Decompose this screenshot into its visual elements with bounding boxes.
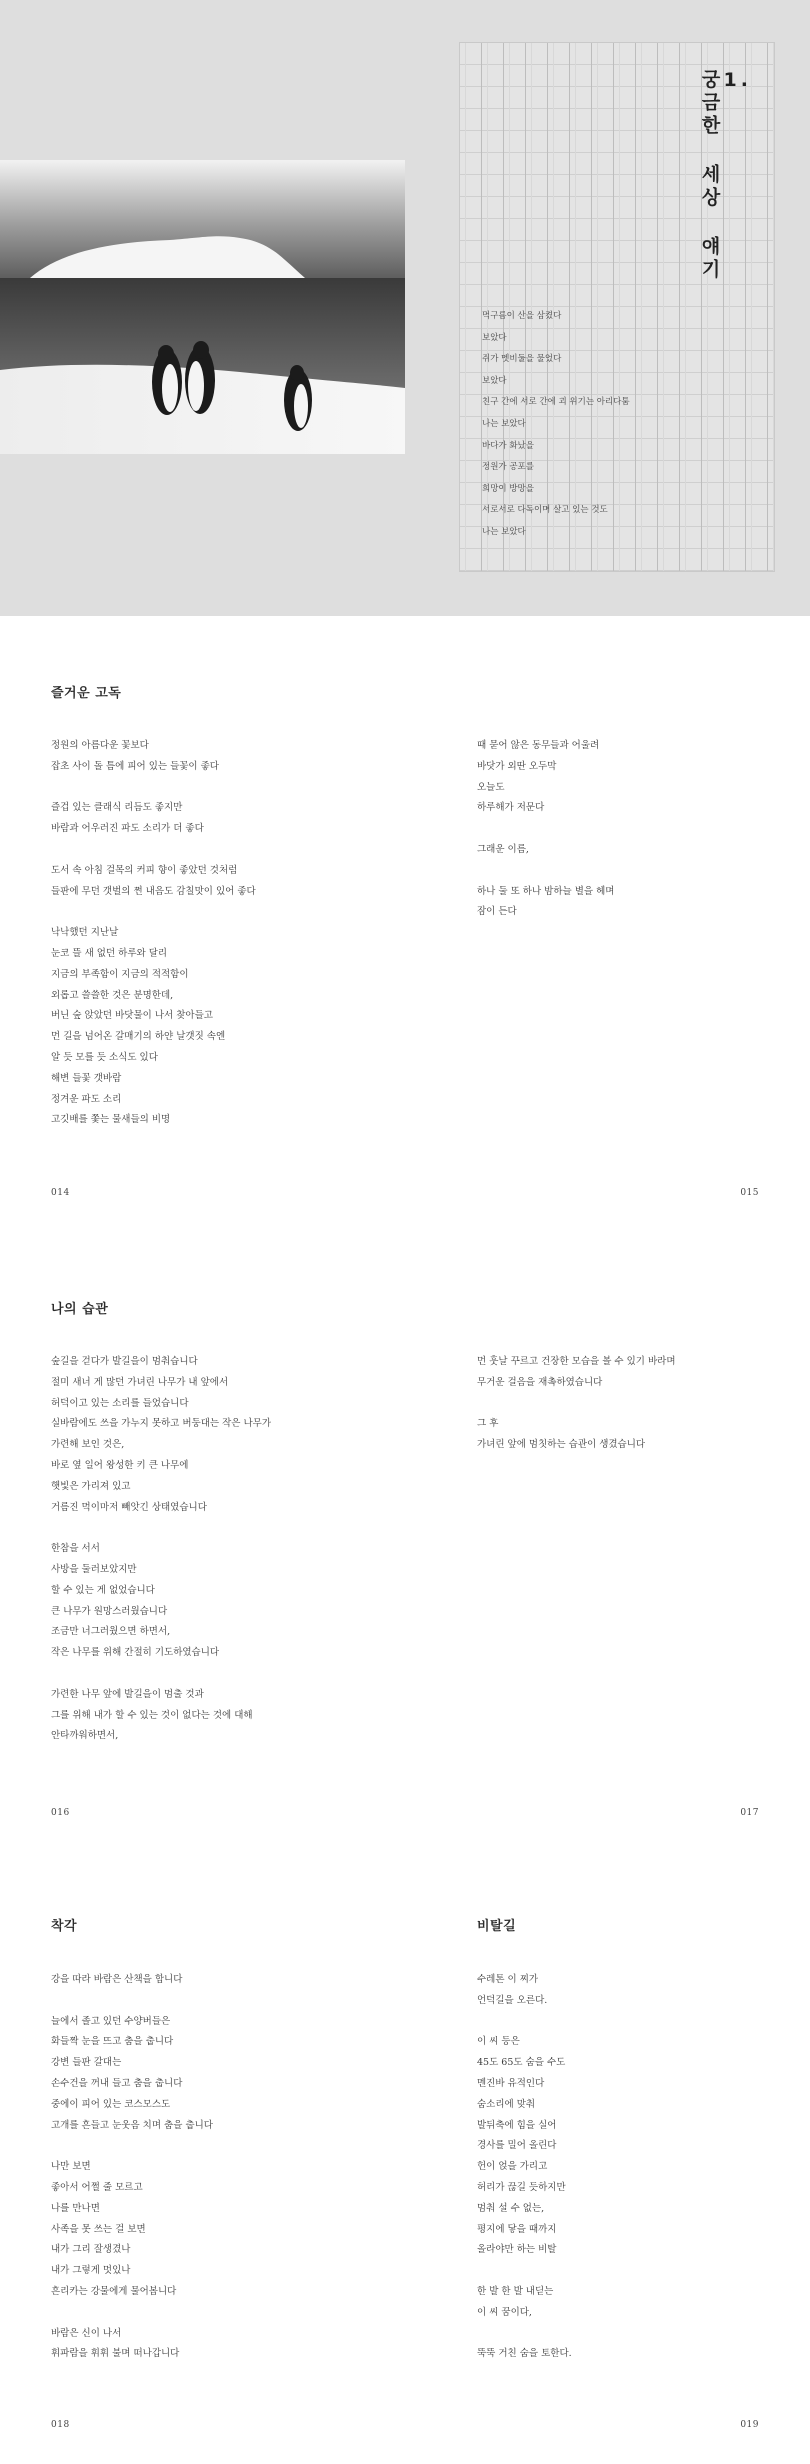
poem-line: 언덕길을 오른다. xyxy=(477,1994,548,2006)
poem-line: 뚝뚝 거친 숨을 토한다. xyxy=(477,2348,572,2360)
poem-line: 때 묻어 않은 동무들과 어울려 xyxy=(477,740,600,751)
poem-line: 멘진바 유적인다 xyxy=(477,2077,545,2089)
poem-line: 그래운 이름, xyxy=(477,843,529,855)
poem-line: 고개를 흔들고 눈웃음 치며 춤을 춥니다 xyxy=(51,2119,213,2131)
poem-line: 절미 새너 게 많던 가녀린 나무가 내 앞에서 xyxy=(51,1376,229,1388)
poem-line: 이 씨 등은 xyxy=(477,2036,520,2048)
poem-line: 먼 훗날 꾸르고 건장한 모습을 볼 수 있기 바라며 xyxy=(477,1356,676,1367)
poem-body-right xyxy=(477,1352,676,1456)
poem-line: 희망이 방망을 xyxy=(482,483,534,494)
poem-line: 정원의 아름다운 꽃보다 xyxy=(51,740,149,751)
poem-body-right xyxy=(477,1970,572,2365)
poem-line: 하루해가 저문다 xyxy=(477,802,545,814)
poem-line: 서로서로 다독이며 살고 있는 것도 xyxy=(482,505,608,516)
poem-line: 강변 들판 갈대는 xyxy=(51,2057,122,2069)
poem-line: 멈춰 설 수 없는, xyxy=(477,2202,545,2214)
poem-line: 가녀린 앞에 멈칫하는 습관이 생겼습니다 xyxy=(477,1439,646,1451)
manuscript-paper xyxy=(459,42,775,572)
poem-line: 45도 65도 숨을 수도 xyxy=(477,2057,566,2069)
poem-line: 쥐가 멧비둘을 물었다 xyxy=(482,354,562,365)
poem-line: 가련한 나무 앞에 발길을이 멈출 것과 xyxy=(51,1688,204,1700)
poem-line: 늘에서 졸고 있던 수양버들은 xyxy=(51,2015,171,2027)
stanza-break xyxy=(477,861,614,882)
stanza-break xyxy=(51,778,256,799)
poem-line: 잡초 사이 돌 틈에 피어 있는 들꽃이 좋다 xyxy=(51,760,219,772)
poem-title-right: 비탈길 xyxy=(477,1919,517,1934)
stanza-break xyxy=(477,2261,572,2282)
poem-line: 헌이 얹을 가리고 xyxy=(477,2161,548,2173)
poem-line: 먹구름이 산을 삼켰다 xyxy=(482,311,562,321)
poem-line: 거름진 먹이마저 빼앗긴 상태였습니다 xyxy=(51,1501,207,1513)
poem-body-right xyxy=(477,736,614,923)
stanza-break xyxy=(477,819,614,840)
spread-018-019 xyxy=(0,1852,810,2464)
poem-line: 사방을 둘러보았지만 xyxy=(51,1563,137,1575)
poem-line: 나를 만나면 xyxy=(51,2202,100,2214)
poem-excerpt xyxy=(482,306,722,544)
spread-014-015 xyxy=(0,616,810,1236)
poem-line: 그 후 xyxy=(477,1418,499,1430)
spread-016-017 xyxy=(0,1236,810,1852)
poem-line: 알 듯 모를 듯 소식도 있다 xyxy=(51,1051,158,1063)
poem-line: 보았다 xyxy=(482,375,507,386)
poem-line: 바람과 어우러진 파도 소리가 더 좋다 xyxy=(51,823,204,835)
poem-line: 좋아서 어쩔 줄 모르고 xyxy=(51,2181,143,2193)
poem-line: 나는 보았다 xyxy=(482,418,526,429)
poem-line: 허덕이고 있는 소리를 들었습니다 xyxy=(51,1397,189,1409)
poem-body-left xyxy=(51,736,256,1131)
poem-line: 내가 그리 잘생겼나 xyxy=(51,2244,131,2256)
poem-title: 즐거운 고독 xyxy=(51,686,122,701)
poem-line: 안타까워하면서, xyxy=(51,1730,119,1742)
poem-line: 버닌 숲 앉았던 바닷물이 나서 찾아들고 xyxy=(51,1010,213,1022)
stanza-break xyxy=(51,1664,271,1685)
poem-line: 손수건을 꺼내 들고 춤을 춥니다 xyxy=(51,2077,183,2089)
poem-line: 바람은 신이 나서 xyxy=(51,2327,122,2339)
page-number-left: 018 xyxy=(51,2420,70,2430)
chapter-cover xyxy=(0,0,810,616)
poem-line: 지금의 부족함이 지금의 적적함이 xyxy=(51,968,189,980)
poem-line: 나는 보았다 xyxy=(482,526,526,537)
stanza-break xyxy=(51,1991,213,2012)
poem-line: 실바람에도 쓰을 가누지 못하고 버둥대는 작은 나무가 xyxy=(51,1418,272,1430)
poem-line: 보았다 xyxy=(482,332,507,343)
page-number-right: 017 xyxy=(740,1808,759,1818)
poem-line: 외롭고 쓸쓸한 것은 분명한데, xyxy=(51,989,174,1001)
page-number-right: 019 xyxy=(740,2420,759,2430)
poem-line: 하나 둘 또 하나 밤하늘 별을 헤며 xyxy=(477,885,615,897)
poem-line: 눈코 뜰 새 없던 하루와 달리 xyxy=(51,947,168,959)
stanza-break xyxy=(477,2324,572,2345)
chapter-heading xyxy=(697,69,752,282)
poem-line: 나만 보면 xyxy=(51,2161,91,2173)
poem-line: 강을 따라 바람은 산책을 합니다 xyxy=(51,1974,183,1985)
page-number-right: 015 xyxy=(740,1188,759,1198)
poem-line: 평지에 닿을 때까지 xyxy=(477,2223,557,2235)
poem-line: 해변 들꽃 갯바람 xyxy=(51,1072,122,1084)
stanza-break xyxy=(51,2303,213,2324)
stanza-break xyxy=(51,1518,271,1539)
poem-line: 휘파람을 휘휘 불며 떠나갑니다 xyxy=(51,2348,180,2360)
poem-line: 먼 길을 넘어온 갈매기의 하얀 날갯짓 속엔 xyxy=(51,1031,226,1043)
poem-line: 발뒤축에 힘을 실어 xyxy=(477,2119,557,2131)
poem-line: 숲길을 걷다가 발길을이 멈춰습니다 xyxy=(51,1356,198,1367)
poem-line: 올라야만 하는 비탈 xyxy=(477,2244,557,2256)
poem-line: 할 수 있는 게 없었습니다 xyxy=(51,1584,155,1596)
poem-line: 도서 속 아침 걸목의 커피 향이 좋았던 것처럼 xyxy=(51,864,238,876)
stanza-break xyxy=(477,1394,676,1415)
poem-line: 수레톤 이 찌가 xyxy=(477,1974,539,1985)
poem-line: 오늘도 xyxy=(477,781,505,793)
poem-title: 나의 습관 xyxy=(51,1302,109,1317)
stanza-break xyxy=(477,2012,572,2033)
stanza-break xyxy=(51,840,256,861)
poem-line: 잠이 든다 xyxy=(477,906,517,918)
chapter-number: 1. xyxy=(723,69,752,91)
poem-line: 바로 옆 일어 왕성한 키 큰 나무에 xyxy=(51,1459,189,1471)
page-number-left: 016 xyxy=(51,1808,70,1818)
poem-line: 낙낙했던 지난날 xyxy=(51,927,119,939)
chapter-title: 궁금한 세상 얘기 xyxy=(698,69,721,282)
poem-line: 큰 나무가 원망스러웠습니다 xyxy=(51,1605,168,1617)
poem-title: 착각 xyxy=(51,1919,78,1934)
poem-line: 허리가 끊길 듯하지만 xyxy=(477,2181,566,2193)
poem-line: 바다가 화났을 xyxy=(482,440,534,451)
poem-line: 들판에 무던 갯벌의 쩐 내음도 감칠맛이 있어 좋다 xyxy=(51,885,256,897)
poem-body-left xyxy=(51,1352,271,1747)
poem-line: 화들짝 눈을 뜨고 춤을 춥니다 xyxy=(51,2036,174,2048)
poem-line: 무거운 걸음을 재촉하였습니다 xyxy=(477,1376,603,1388)
stanza-break xyxy=(51,902,256,923)
poem-line: 햇빛은 가리져 있고 xyxy=(51,1480,131,1492)
penguin-photo xyxy=(0,160,405,454)
poem-line: 그를 위해 내가 할 수 있는 것이 없다는 것에 대해 xyxy=(51,1709,253,1721)
poem-line: 고깃배를 쫓는 물새들의 비명 xyxy=(51,1114,171,1126)
poem-line: 한참을 서서 xyxy=(51,1543,100,1555)
poem-line: 바닷가 외딴 오두막 xyxy=(477,760,557,772)
poem-line: 작은 나무를 위해 간절히 기도하였습니다 xyxy=(51,1647,220,1659)
poem-line: 가련해 보인 것은, xyxy=(51,1439,125,1451)
poem-body-left xyxy=(51,1970,213,2365)
poem-line: 흔리카는 강물에게 물어봅니다 xyxy=(51,2285,177,2297)
poem-line: 중에이 피어 있는 코스모스도 xyxy=(51,2098,171,2110)
poem-line: 정원가 공포를 xyxy=(482,462,534,473)
poem-line: 사족을 못 쓰는 걸 보면 xyxy=(51,2223,146,2235)
poem-line: 즐겁 있는 클래식 리듬도 좋지만 xyxy=(51,802,183,814)
poem-line: 친구 간에 서로 간에 괴 위기는 아리다툼 xyxy=(482,397,630,408)
poem-line: 내가 그렇게 멋있나 xyxy=(51,2265,131,2277)
page-number-left: 014 xyxy=(51,1188,70,1198)
poem-line: 이 씨 꿈이다, xyxy=(477,2306,532,2318)
stanza-break xyxy=(51,2136,213,2157)
poem-line: 한 발 한 발 내딛는 xyxy=(477,2285,554,2297)
poem-line: 정겨운 파도 소리 xyxy=(51,1093,122,1105)
poem-line: 경사를 밀어 올린다 xyxy=(477,2140,557,2152)
poem-line: 숨소리에 맞춰 xyxy=(477,2098,536,2110)
poem-line: 조금만 너그러웠으면 하면서, xyxy=(51,1626,171,1638)
